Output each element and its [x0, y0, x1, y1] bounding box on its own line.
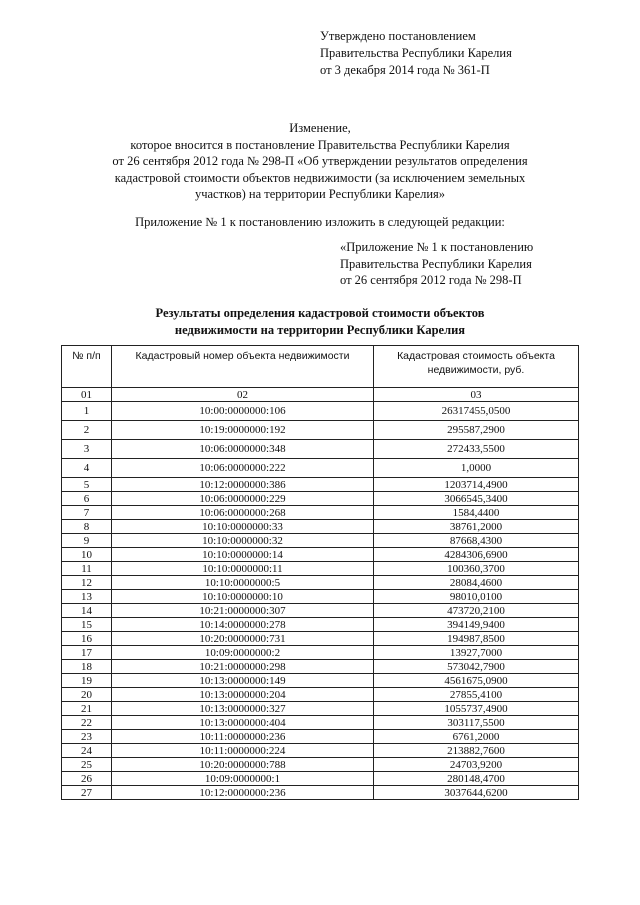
table-row [62, 646, 579, 660]
cadastral-number-cell: 10:10:0000000:14 [112, 548, 374, 562]
header-number: № п/п [62, 346, 112, 388]
cadastral-number-cell: 10:06:0000000:348 [112, 440, 374, 459]
table-row [62, 459, 579, 478]
row-number-cell: 3 [62, 440, 112, 459]
cadastral-value-cell: 295587,2900 [374, 421, 579, 440]
change-line: Изменение, [289, 121, 351, 135]
change-line: от 26 сентября 2012 года № 298-П «Об утверждении результатов определения [112, 154, 528, 168]
cadastral-value-cell: 6761,2000 [374, 730, 579, 744]
cadastral-number-cell: 10:20:0000000:731 [112, 632, 374, 646]
row-number-cell: 16 [62, 632, 112, 646]
cadastral-number-cell: 10:10:0000000:10 [112, 590, 374, 604]
cadastral-value-cell: 3066545,3400 [374, 492, 579, 506]
appendix-line: Правительства Республики Карелия [340, 256, 532, 271]
cadastral-value-cell: 394149,9400 [374, 618, 579, 632]
row-number-cell: 9 [62, 534, 112, 548]
approval-block [320, 28, 512, 79]
cadastral-value-cell: 100360,3700 [374, 562, 579, 576]
row-number-cell: 19 [62, 674, 112, 688]
row-number-cell: 5 [62, 478, 112, 492]
row-number-cell: 25 [62, 758, 112, 772]
table-row [62, 688, 579, 702]
title-line: Результаты определения кадастровой стоимости объектов [155, 306, 485, 320]
cadastral-number-cell: 10:19:0000000:192 [112, 421, 374, 440]
row-number-cell: 7 [62, 506, 112, 520]
cadastral-number-cell: 10:13:0000000:149 [112, 674, 374, 688]
cadastral-number-cell: 10:11:0000000:236 [112, 730, 374, 744]
row-number-cell: 4 [62, 459, 112, 478]
column-number: 03 [374, 388, 579, 402]
cadastral-value-cell: 27855,4100 [374, 688, 579, 702]
table-row [62, 402, 579, 421]
approval-line: Утверждено постановлением [320, 29, 476, 43]
table-row [62, 478, 579, 492]
column-number: 01 [62, 388, 112, 402]
table-row [62, 674, 579, 688]
cadastral-number-cell: 10:12:0000000:386 [112, 478, 374, 492]
cadastral-value-cell: 194987,8500 [374, 632, 579, 646]
row-number-cell: 12 [62, 576, 112, 590]
column-number: 02 [112, 388, 374, 402]
cadastral-value-cell: 473720,2100 [374, 604, 579, 618]
instruction-text: Приложение № 1 к постановлению изложить в следующей редакции: [135, 215, 505, 229]
table-row [62, 421, 579, 440]
row-number-cell: 24 [62, 744, 112, 758]
row-number-cell: 8 [62, 520, 112, 534]
cadastral-number-cell: 10:20:0000000:788 [112, 758, 374, 772]
row-number-cell: 27 [62, 786, 112, 800]
cadastral-value-cell: 87668,4300 [374, 534, 579, 548]
cadastral-number-cell: 10:14:0000000:278 [112, 618, 374, 632]
row-number-cell: 23 [62, 730, 112, 744]
table-row [62, 702, 579, 716]
table-row [62, 786, 579, 800]
table-body [62, 402, 579, 800]
cadastral-value-cell: 303117,5500 [374, 716, 579, 730]
table-row [62, 618, 579, 632]
table-row [62, 772, 579, 786]
table-row [62, 730, 579, 744]
cadastral-number-cell: 10:12:0000000:236 [112, 786, 374, 800]
cadastral-number-cell: 10:21:0000000:298 [112, 660, 374, 674]
row-number-cell: 21 [62, 702, 112, 716]
cadastral-number-cell: 10:06:0000000:268 [112, 506, 374, 520]
table-row [62, 548, 579, 562]
row-number-cell: 10 [62, 548, 112, 562]
table-row [62, 520, 579, 534]
column-numbers-row [62, 388, 579, 402]
cadastral-number-cell: 10:13:0000000:204 [112, 688, 374, 702]
table-row [62, 440, 579, 459]
cadastral-value-cell: 13927,7000 [374, 646, 579, 660]
row-number-cell: 2 [62, 421, 112, 440]
cadastral-value-cell: 98010,0100 [374, 590, 579, 604]
table-row [62, 604, 579, 618]
row-number-cell: 15 [62, 618, 112, 632]
cadastral-value-cell: 24703,9200 [374, 758, 579, 772]
change-line: кадастровой стоимости объектов недвижимости (за исключением земельных [114, 170, 526, 185]
table-row [62, 492, 579, 506]
table-row [62, 576, 579, 590]
cadastral-number-cell: 10:13:0000000:327 [112, 702, 374, 716]
table-row [62, 534, 579, 548]
row-number-cell: 20 [62, 688, 112, 702]
change-line: которое вносится в постановление Правительства Республики Карелия [130, 137, 510, 152]
cadastral-value-cell: 26317455,0500 [374, 402, 579, 421]
cadastral-value-cell: 1055737,4900 [374, 702, 579, 716]
cadastral-value-cell: 28084,4600 [374, 576, 579, 590]
cadastral-number-cell: 10:00:0000000:106 [112, 402, 374, 421]
cadastral-value-cell: 1,0000 [374, 459, 579, 478]
table-row [62, 758, 579, 772]
cadastral-value-cell: 3037644,6200 [374, 786, 579, 800]
row-number-cell: 17 [62, 646, 112, 660]
change-heading [60, 120, 580, 203]
approval-line: Правительства Республики Карелия [320, 46, 512, 60]
cadastral-value-cell: 1203714,4900 [374, 478, 579, 492]
cadastral-number-cell: 10:10:0000000:5 [112, 576, 374, 590]
header-cadastral-value: Кадастровая стоимость объекта недвижимости, руб. [374, 346, 579, 388]
table-header-row [62, 346, 579, 388]
cadastral-number-cell: 10:10:0000000:33 [112, 520, 374, 534]
results-table [61, 345, 579, 800]
cadastral-number-cell: 10:10:0000000:32 [112, 534, 374, 548]
cadastral-value-cell: 272433,5500 [374, 440, 579, 459]
row-number-cell: 11 [62, 562, 112, 576]
cadastral-value-cell: 280148,4700 [374, 772, 579, 786]
cadastral-value-cell: 4284306,6900 [374, 548, 579, 562]
row-number-cell: 18 [62, 660, 112, 674]
cadastral-number-cell: 10:21:0000000:307 [112, 604, 374, 618]
row-number-cell: 6 [62, 492, 112, 506]
row-number-cell: 26 [62, 772, 112, 786]
cadastral-number-cell: 10:09:0000000:2 [112, 646, 374, 660]
cadastral-number-cell: 10:11:0000000:224 [112, 744, 374, 758]
cadastral-value-cell: 213882,7600 [374, 744, 579, 758]
table-row [62, 744, 579, 758]
approval-line: от 3 декабря 2014 года № 361-П [320, 63, 490, 77]
table-row [62, 716, 579, 730]
table-row [62, 562, 579, 576]
table-row [62, 632, 579, 646]
document-title [60, 305, 580, 339]
appendix-line: от 26 сентября 2012 года № 298-П [340, 273, 522, 287]
cadastral-number-cell: 10:09:0000000:1 [112, 772, 374, 786]
appendix-block [340, 239, 533, 289]
title-line: недвижимости на территории Республики Карелия [174, 323, 466, 337]
cadastral-number-cell: 10:10:0000000:11 [112, 562, 374, 576]
cadastral-number-cell: 10:13:0000000:404 [112, 716, 374, 730]
row-number-cell: 14 [62, 604, 112, 618]
table-row [62, 660, 579, 674]
cadastral-value-cell: 1584,4400 [374, 506, 579, 520]
cadastral-value-cell: 573042,7900 [374, 660, 579, 674]
appendix-line: «Приложение № 1 к постановлению [340, 240, 534, 254]
cadastral-number-cell: 10:06:0000000:222 [112, 459, 374, 478]
row-number-cell: 1 [62, 402, 112, 421]
cadastral-value-cell: 4561675,0900 [374, 674, 579, 688]
row-number-cell: 13 [62, 590, 112, 604]
cadastral-number-cell: 10:06:0000000:229 [112, 492, 374, 506]
cadastral-value-cell: 38761,2000 [374, 520, 579, 534]
row-number-cell: 22 [62, 716, 112, 730]
table-row [62, 506, 579, 520]
header-cadastral-number: Кадастровый номер объекта недвижимости [112, 346, 374, 388]
change-line: участков) на территории Республики Карелия» [194, 187, 446, 201]
table-row [62, 590, 579, 604]
